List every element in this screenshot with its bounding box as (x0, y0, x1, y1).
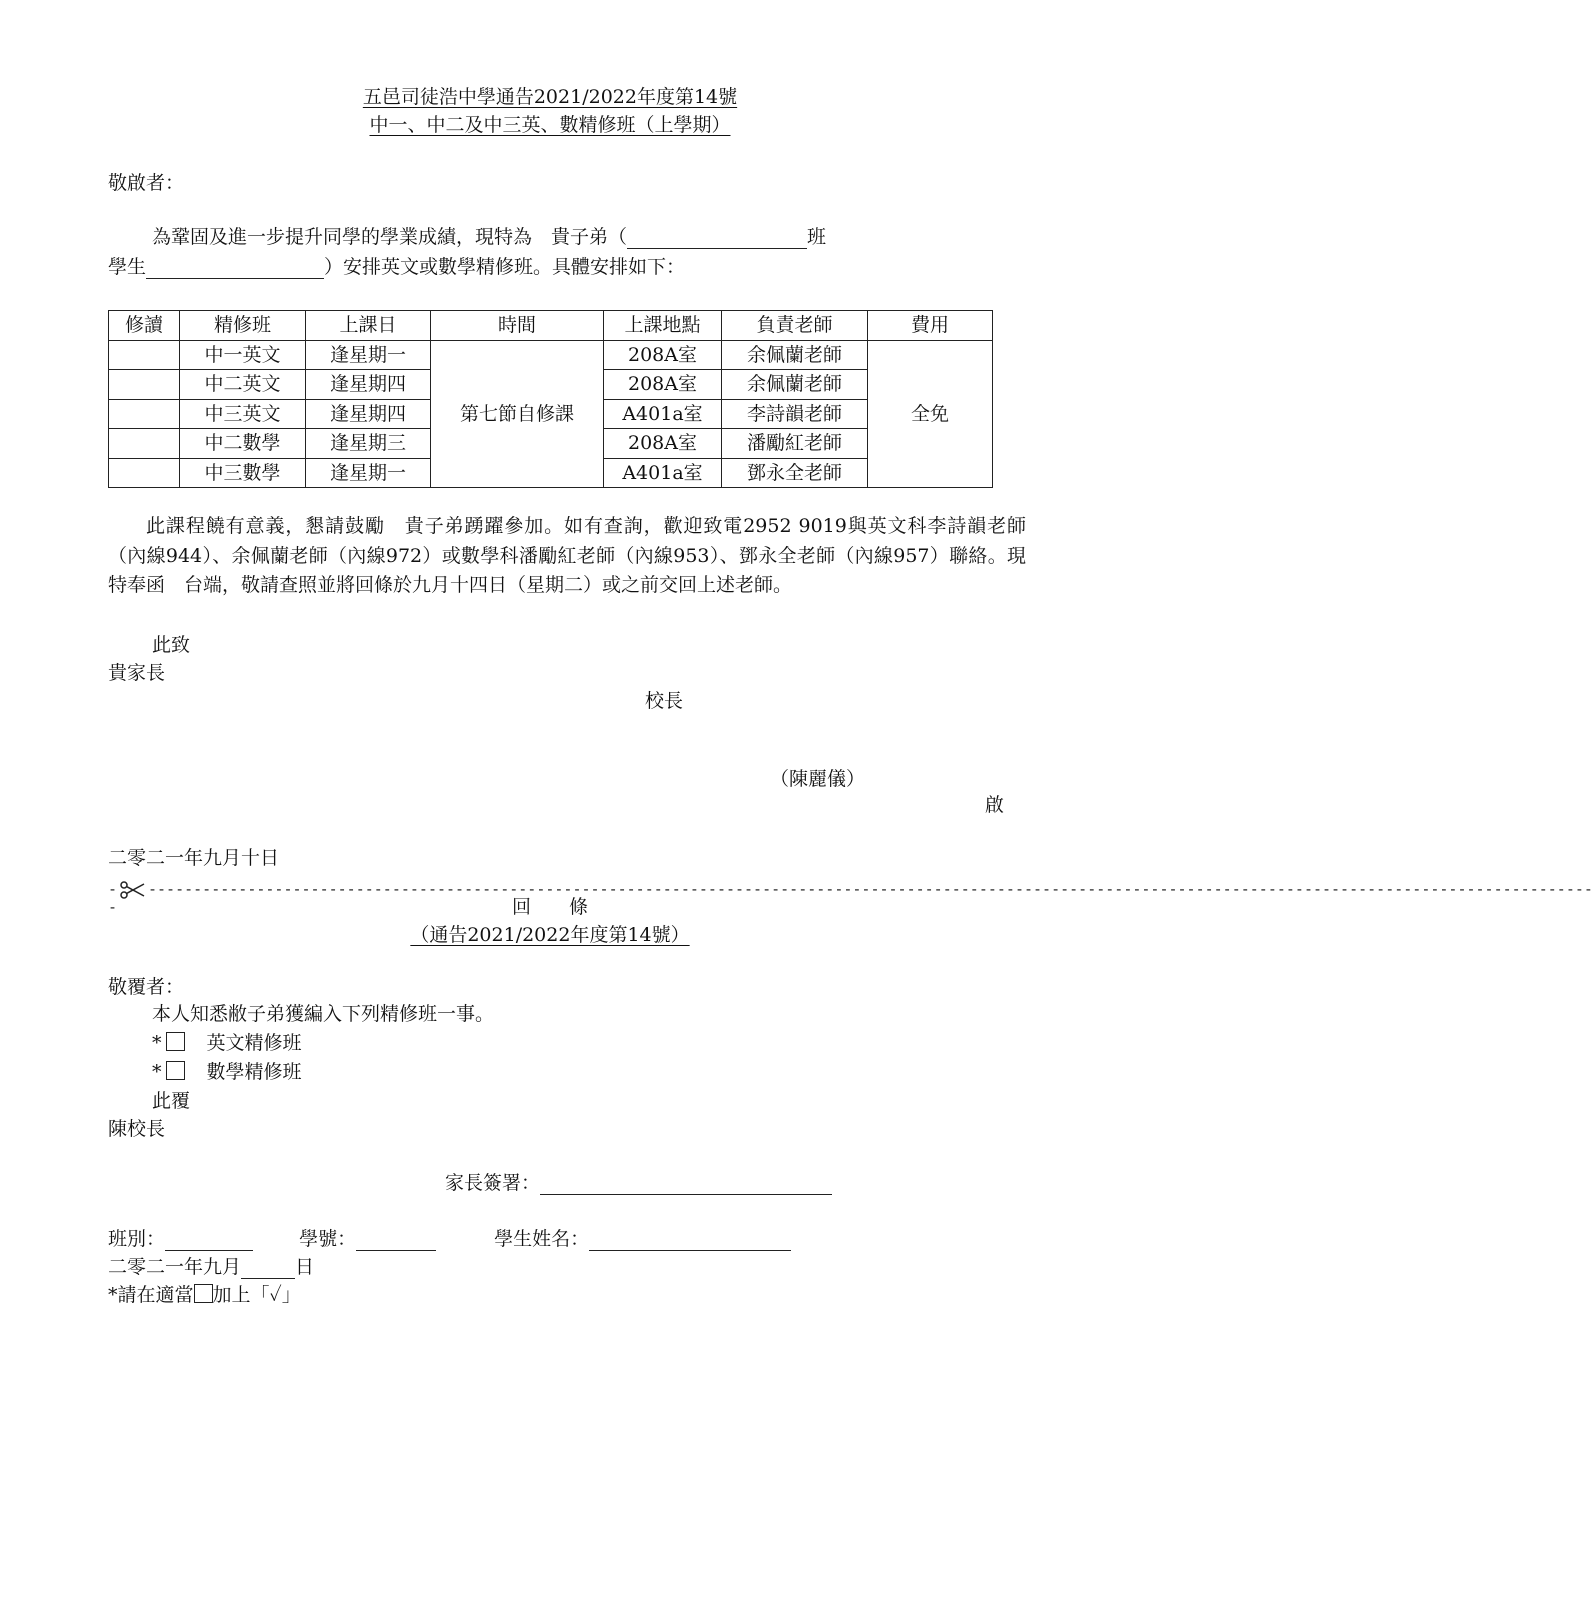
reply-subtitle: （通告2021/2022年度第14號） (410, 924, 690, 946)
class-cell: 中一英文 (180, 340, 306, 370)
intro-line-1 (152, 222, 826, 249)
arrangement-table (108, 310, 993, 488)
note-prefix: *請在適當 (108, 1284, 194, 1306)
option-label: 英文精修班 (206, 1032, 302, 1054)
notice-date: 二零二一年九月十日 (108, 847, 280, 869)
parent-signature (445, 1168, 832, 1195)
header-cell: 修讀 (109, 311, 180, 341)
parent-signature-label: 家長簽署： (445, 1172, 541, 1194)
enroll-cell[interactable] (109, 399, 180, 429)
class-cell: 中三英文 (180, 399, 306, 429)
option-label: 數學精修班 (206, 1061, 302, 1083)
date-suffix: 日 (295, 1256, 315, 1278)
day-field[interactable] (241, 1258, 295, 1279)
option-marker: * (152, 1032, 162, 1054)
room-cell: A401a室 (604, 458, 722, 488)
notice-title: 五邑司徒浩中學通告2021/2022年度第14號 (362, 86, 738, 108)
instruction-note (108, 1280, 301, 1307)
english-checkbox[interactable] (166, 1032, 185, 1051)
day-cell: 逢星期一 (306, 340, 431, 370)
intro-student-label: 學生 (108, 256, 147, 278)
sign-off: 啟 (985, 794, 1005, 816)
intro-text-1: 為鞏固及進一步提升同學的學業成績，現特為 貴子弟（ (152, 226, 628, 248)
reply-statement: 本人知悉敝子弟獲編入下列精修班一事。 (152, 1003, 495, 1025)
time-cell: 第七節自修課 (431, 340, 604, 488)
day-cell: 逢星期一 (306, 458, 431, 488)
intro-class-label: 班 (807, 226, 827, 248)
enroll-cell[interactable] (109, 370, 180, 400)
reply-salutation: 敬覆者： (108, 976, 185, 998)
body-paragraph: 此課程饒有意義，懇請鼓勵 貴子弟踴躍參加。如有查詢，歡迎致電2952 9019與英文科李詩韻老師（內線944）、余佩蘭老師（內線972）或數學科潘勵紅老師（內線953）、鄧永全老師（內線957）聯絡。現特奉函 台端，敬請查照並將回條於九月十四日（星期二）或之前交回上述老師。 (108, 515, 1026, 596)
room-cell: 208A室 (604, 370, 722, 400)
intro-line-2 (108, 252, 685, 279)
student-blank[interactable] (146, 258, 324, 279)
class-field[interactable] (165, 1230, 253, 1251)
principal-name: （陳麗儀） (770, 768, 866, 790)
checkbox-icon (194, 1284, 213, 1303)
notice-subtitle: 中一、中二及中三英、數精修班（上學期） (369, 114, 731, 136)
teacher-cell: 余佩蘭老師 (722, 370, 868, 400)
fee-cell: 全免 (868, 340, 993, 488)
name-label: 學生姓名： (494, 1228, 590, 1250)
note-suffix: 加上「✓」 (212, 1284, 301, 1306)
room-cell: 208A室 (604, 429, 722, 459)
room-cell: 208A室 (604, 340, 722, 370)
header-cell: 費用 (868, 311, 993, 341)
enroll-cell[interactable] (109, 458, 180, 488)
table-header-row (109, 311, 993, 341)
room-cell: A401a室 (604, 399, 722, 429)
reply-title: 回 條 (511, 896, 588, 918)
day-cell: 逢星期四 (306, 399, 431, 429)
header-cell: 上課地點 (604, 311, 722, 341)
option-english (152, 1028, 302, 1055)
header-cell: 負責老師 (722, 311, 868, 341)
reply-recipient: 陳校長 (108, 1118, 166, 1140)
intro-text-2: ）安排英文或數學精修班。具體安排如下： (324, 256, 686, 278)
option-marker: * (152, 1061, 162, 1083)
teacher-cell: 李詩韻老師 (722, 399, 868, 429)
reply-closing: 此覆 (152, 1090, 191, 1112)
number-field[interactable] (356, 1230, 436, 1251)
header-cell: 時間 (431, 311, 604, 341)
table-row (109, 340, 993, 370)
day-cell: 逢星期三 (306, 429, 431, 459)
number-label: 學號： (299, 1228, 357, 1250)
signature-field[interactable] (540, 1174, 832, 1195)
salutation: 敬啟者： (108, 172, 185, 194)
teacher-cell: 鄧永全老師 (722, 458, 868, 488)
class-cell: 中二數學 (180, 429, 306, 459)
day-cell: 逢星期四 (306, 370, 431, 400)
class-cell: 中二英文 (180, 370, 306, 400)
class-label: 班別： (108, 1228, 166, 1250)
principal-title: 校長 (645, 690, 684, 712)
name-field[interactable] (589, 1230, 791, 1251)
student-info-line (108, 1224, 791, 1251)
reply-date-line (108, 1252, 314, 1279)
closing: 此致 (152, 634, 191, 656)
class-blank[interactable] (627, 228, 807, 249)
recipient: 貴家長 (108, 662, 166, 684)
math-checkbox[interactable] (166, 1061, 185, 1080)
enroll-cell[interactable] (109, 340, 180, 370)
teacher-cell: 余佩蘭老師 (722, 340, 868, 370)
date-prefix: 二零二一年九月 (108, 1256, 242, 1278)
header-cell: 精修班 (180, 311, 306, 341)
option-math (152, 1057, 302, 1084)
enroll-cell[interactable] (109, 429, 180, 459)
class-cell: 中三數學 (180, 458, 306, 488)
header-cell: 上課日 (306, 311, 431, 341)
teacher-cell: 潘勵紅老師 (722, 429, 868, 459)
cut-line: -- ---------------------------------------------------------------------------------------------------------------------------------------------------------------- (108, 880, 1593, 916)
